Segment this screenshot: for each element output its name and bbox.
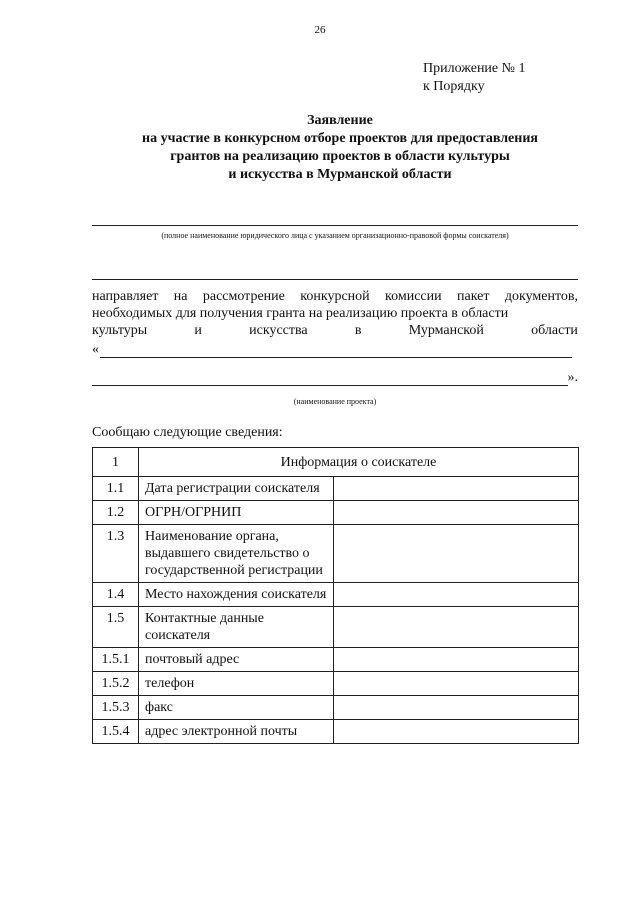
title-line-3: грантов на реализацию проектов в области культуры (170, 149, 510, 164)
body-paragraph (92, 288, 578, 339)
body-word: культуры (92, 323, 148, 338)
table-row (93, 477, 579, 501)
table-row (93, 720, 579, 744)
row-label: Контактные данные соискателя (139, 607, 334, 648)
row-value-cell[interactable] (334, 720, 579, 744)
row-num: 1.1 (93, 477, 139, 501)
row-label: факс (139, 696, 334, 720)
row-label: почтовый адрес (139, 648, 334, 672)
page-number: 26 (314, 24, 326, 36)
table-row (93, 648, 579, 672)
appendix-reference (423, 60, 526, 96)
row-label: телефон (139, 672, 334, 696)
applicant-info-table (92, 447, 579, 744)
row-num: 1.5.4 (93, 720, 139, 744)
body-word: Мурманской (408, 323, 484, 338)
table-row (93, 501, 579, 525)
table-row (93, 696, 579, 720)
body-word: в (354, 323, 362, 338)
body-line-1: направляет на рассмотрение конкурсной комиссии пакет документов, необходимых для получения гранта на реализацию проекта в области (92, 289, 578, 321)
table-row (93, 607, 579, 648)
table-row (93, 583, 579, 607)
appendix-line-2: к Порядку (423, 79, 485, 94)
row-num: 1.5.3 (93, 696, 139, 720)
body-word: искусства (249, 323, 308, 338)
header-num: 1 (93, 448, 139, 477)
row-num: 1.3 (93, 525, 139, 583)
document-title (60, 112, 620, 184)
blank-fill (92, 372, 568, 386)
row-value-cell[interactable] (334, 501, 579, 525)
body-word: области (531, 323, 578, 338)
table-header-row (93, 448, 579, 477)
inform-text: Сообщаю следующие сведения: (92, 425, 283, 440)
row-value-cell[interactable] (334, 525, 579, 583)
title-line-2: на участие в конкурсном отборе проектов для предоставления (142, 131, 538, 146)
applicant-name-line[interactable] (92, 225, 578, 226)
body-line-3 (92, 322, 578, 339)
row-label: ОГРН/ОГРНИП (139, 501, 334, 525)
row-label: Место нахождения соискателя (139, 583, 334, 607)
table-row (93, 525, 579, 583)
header-title: Информация о соискателе (139, 448, 579, 477)
row-label: Дата регистрации соискателя (139, 477, 334, 501)
row-num: 1.5.2 (93, 672, 139, 696)
body-word: и (194, 323, 202, 338)
title-line-1: Заявление (307, 113, 373, 128)
table-row (93, 672, 579, 696)
applicant-caption: (полное наименование юридического лица с указанием организационно-правовой формы соискателя) (161, 231, 509, 240)
title-line-4: и искусства в Мурманской области (228, 167, 452, 182)
row-label: адрес электронной почты (139, 720, 334, 744)
row-label: Наименование органа, выдавшего свидетельство о государственной регистрации (139, 525, 334, 583)
project-caption: (наименование проекта) (293, 397, 377, 406)
row-value-cell[interactable] (334, 583, 579, 607)
close-quote: ». (567, 370, 578, 385)
appendix-line-1: Приложение № 1 (423, 61, 526, 76)
project-name-line-1[interactable] (92, 341, 578, 358)
row-value-cell[interactable] (334, 672, 579, 696)
row-num: 1.5.1 (93, 648, 139, 672)
row-value-cell[interactable] (334, 696, 579, 720)
row-value-cell[interactable] (334, 477, 579, 501)
row-value-cell[interactable] (334, 648, 579, 672)
row-value-cell[interactable] (334, 607, 579, 648)
row-num: 1.4 (93, 583, 139, 607)
row-num: 1.5 (93, 607, 139, 648)
open-quote: « (92, 342, 99, 357)
project-name-line-2[interactable] (92, 369, 578, 386)
row-num: 1.2 (93, 501, 139, 525)
applicant-name-line-2[interactable] (92, 279, 578, 280)
blank-fill (100, 344, 572, 358)
